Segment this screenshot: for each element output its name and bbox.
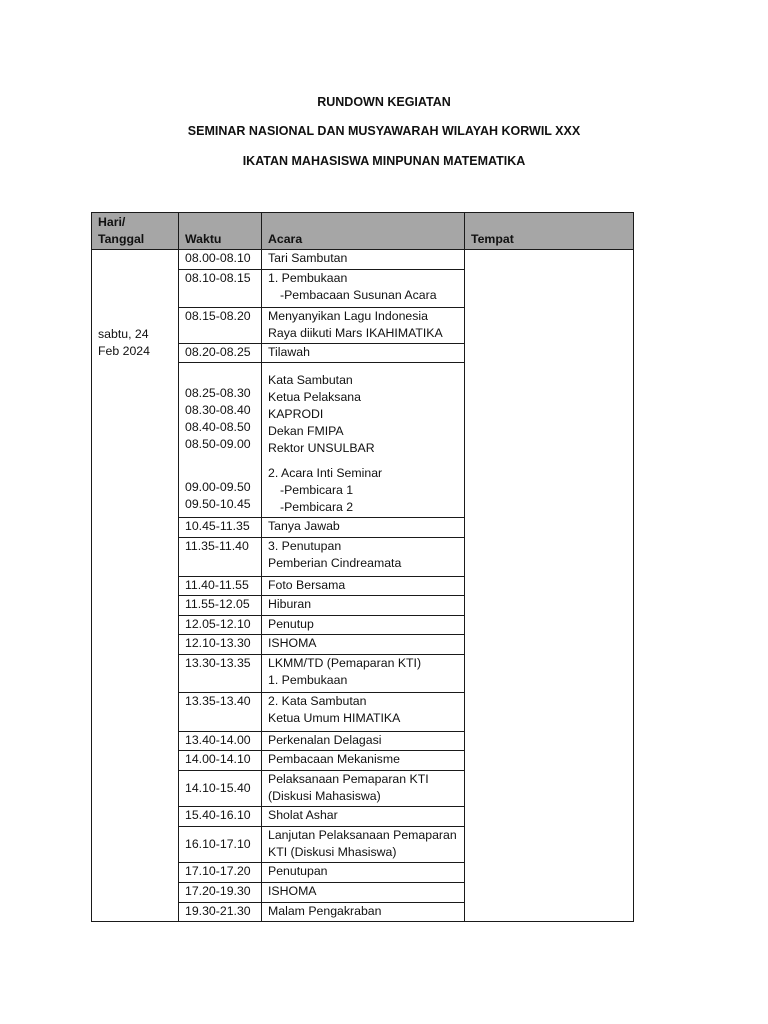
acara-item: Menyanyikan Lagu Indonesia — [268, 309, 428, 323]
acara-item: Hiburan — [268, 597, 312, 611]
table-body — [92, 250, 634, 922]
acara-item: Dekan FMIPA — [268, 424, 344, 438]
time-cell — [179, 577, 262, 596]
time-cell — [179, 616, 262, 635]
acara-cell — [262, 270, 465, 308]
time-value: 14.00-14.10 — [185, 752, 251, 766]
acara-item: Lanjutan Pelaksanaan Pemaparan — [268, 828, 457, 842]
acara-item: LKMM/TD (Pemaparan KTI) — [268, 656, 422, 670]
acara-item: Pemberian Cindreamata — [268, 556, 402, 570]
day-date-cell — [92, 250, 179, 922]
time-value: 08.30-08.40 — [185, 403, 251, 417]
time-cell — [179, 751, 262, 771]
time-value: 12.10-13.30 — [185, 636, 251, 650]
acara-cell — [262, 577, 465, 596]
time-cell — [179, 903, 262, 922]
time-value: 16.10-17.10 — [185, 837, 251, 851]
time-cell — [179, 863, 262, 883]
acara-item: Pelaksanaan Pemaparan KTI — [268, 772, 429, 786]
time-cell — [179, 308, 262, 344]
document-organization: IKATAN MAHASISWA MINPUNAN MATEMATIKA — [242, 154, 526, 168]
time-value: 14.10-15.40 — [185, 781, 251, 795]
acara-item: Rektor UNSULBAR — [268, 441, 375, 455]
acara-cell — [262, 751, 465, 771]
acara-item: Ketua Umum HIMATIKA — [268, 711, 401, 725]
table-header-row — [92, 213, 634, 250]
acara-item: 1. Pembukaan — [268, 271, 348, 285]
time-value: 11.40-11.55 — [185, 578, 249, 592]
time-spacer — [185, 453, 255, 479]
acara-item: ISHOMA — [268, 636, 317, 650]
acara-item: ISHOMA — [268, 884, 317, 898]
acara-cell — [262, 596, 465, 616]
acara-item: Kata Sambutan — [268, 373, 353, 387]
time-value: 11.35-11.40 — [185, 539, 249, 553]
acara-item: 2. Kata Sambutan — [268, 694, 367, 708]
acara-cell — [262, 538, 465, 577]
acara-cell — [262, 344, 465, 363]
acara-cell — [262, 655, 465, 693]
acara-cell — [262, 807, 465, 827]
time-value: 08.20-08.25 — [185, 345, 251, 359]
acara-cell — [262, 693, 465, 732]
time-cell — [179, 771, 262, 807]
time-value: 08.10-08.15 — [185, 271, 251, 285]
time-value: 08.40-08.50 — [185, 420, 251, 434]
acara-item: -Pembicara 1 — [280, 483, 354, 497]
time-cell — [179, 270, 262, 308]
time-cell — [179, 363, 262, 518]
time-cell — [179, 596, 262, 616]
acara-cell — [262, 635, 465, 655]
time-value: 10.45-11.35 — [185, 519, 250, 533]
acara-cell — [262, 863, 465, 883]
acara-cell — [262, 883, 465, 903]
acara-item: Raya diikuti Mars IKAHIMATIKA — [268, 326, 443, 340]
place-cell — [465, 250, 634, 922]
acara-item: KTI (Diskusi Mhasiswa) — [268, 845, 397, 859]
time-cell — [179, 693, 262, 732]
column-header-place: Tempat — [465, 213, 634, 250]
time-cell — [179, 732, 262, 751]
day-date-line: sabtu, 24 — [98, 327, 149, 341]
acara-cell — [262, 518, 465, 538]
time-value: 08.50-09.00 — [185, 437, 251, 451]
time-cell — [179, 883, 262, 903]
acara-item: Malam Pengakraban — [268, 904, 382, 918]
time-value: 19.30-21.30 — [185, 904, 251, 918]
time-value: 13.40-14.00 — [185, 733, 251, 747]
acara-cell — [262, 771, 465, 807]
acara-item: Sholat Ashar — [268, 808, 338, 822]
acara-item: Penutupan — [268, 864, 328, 878]
column-header-day — [92, 213, 179, 250]
column-header-acara: Acara — [262, 213, 465, 250]
time-cell — [179, 250, 262, 270]
column-header-day-line2: Tanggal — [98, 232, 145, 246]
acara-cell — [262, 827, 465, 863]
acara-item: Pembacaan Mekanisme — [268, 752, 400, 766]
time-value: 13.35-13.40 — [185, 694, 251, 708]
acara-item: Foto Bersama — [268, 578, 346, 592]
time-value: 08.25-08.30 — [185, 386, 251, 400]
acara-item: Tilawah — [268, 345, 310, 359]
column-header-time: Waktu — [179, 213, 262, 250]
acara-item: (Diskusi Mahasiswa) — [268, 789, 381, 803]
table-row — [92, 250, 634, 270]
time-value: 17.10-17.20 — [185, 864, 251, 878]
acara-item: -Pembicara 2 — [280, 500, 354, 514]
acara-item: Tari Sambutan — [268, 251, 348, 265]
time-cell — [179, 538, 262, 577]
column-header-day-line1: Hari/ — [98, 215, 126, 229]
acara-item: Perkenalan Delagasi — [268, 733, 382, 747]
time-cell — [179, 344, 262, 363]
document-title: RUNDOWN KEGIATAN — [317, 95, 451, 109]
acara-cell — [262, 732, 465, 751]
time-cell — [179, 518, 262, 538]
time-value: 09.50-10.45 — [185, 497, 251, 511]
time-value: 08.00-08.10 — [185, 251, 251, 265]
acara-cell — [262, 308, 465, 344]
time-cell — [179, 807, 262, 827]
acara-item: -Pembacaan Susunan Acara — [280, 288, 437, 302]
acara-cell — [262, 250, 465, 270]
time-cell — [179, 655, 262, 693]
time-cell — [179, 635, 262, 655]
day-date-line: Feb 2024 — [98, 344, 150, 358]
acara-item: Tanya Jawab — [268, 519, 340, 533]
time-value: 15.40-16.10 — [185, 808, 251, 822]
document-subtitle: SEMINAR NASIONAL DAN MUSYAWARAH WILAYAH KORWIL XXX — [187, 124, 581, 138]
time-value: 09.00-09.50 — [185, 480, 251, 494]
rundown-table — [91, 212, 634, 922]
acara-item: 2. Acara Inti Seminar — [268, 466, 383, 480]
acara-item: Ketua Pelaksana — [268, 390, 361, 404]
acara-item: 1. Pembukaan — [268, 673, 348, 687]
time-value: 12.05-12.10 — [185, 617, 251, 631]
acara-spacer — [268, 457, 458, 465]
acara-item: 3. Penutupan — [268, 539, 342, 553]
acara-cell — [262, 903, 465, 922]
time-value: 17.20-19.30 — [185, 884, 251, 898]
acara-item: Penutup — [268, 617, 314, 631]
acara-cell — [262, 363, 465, 518]
acara-cell — [262, 616, 465, 635]
time-value: 11.55-12.05 — [185, 597, 250, 611]
day-date-text — [98, 326, 172, 360]
acara-item: KAPRODI — [268, 407, 324, 421]
time-cell — [179, 827, 262, 863]
time-value: 13.30-13.35 — [185, 656, 251, 670]
time-value: 08.15-08.20 — [185, 309, 251, 323]
